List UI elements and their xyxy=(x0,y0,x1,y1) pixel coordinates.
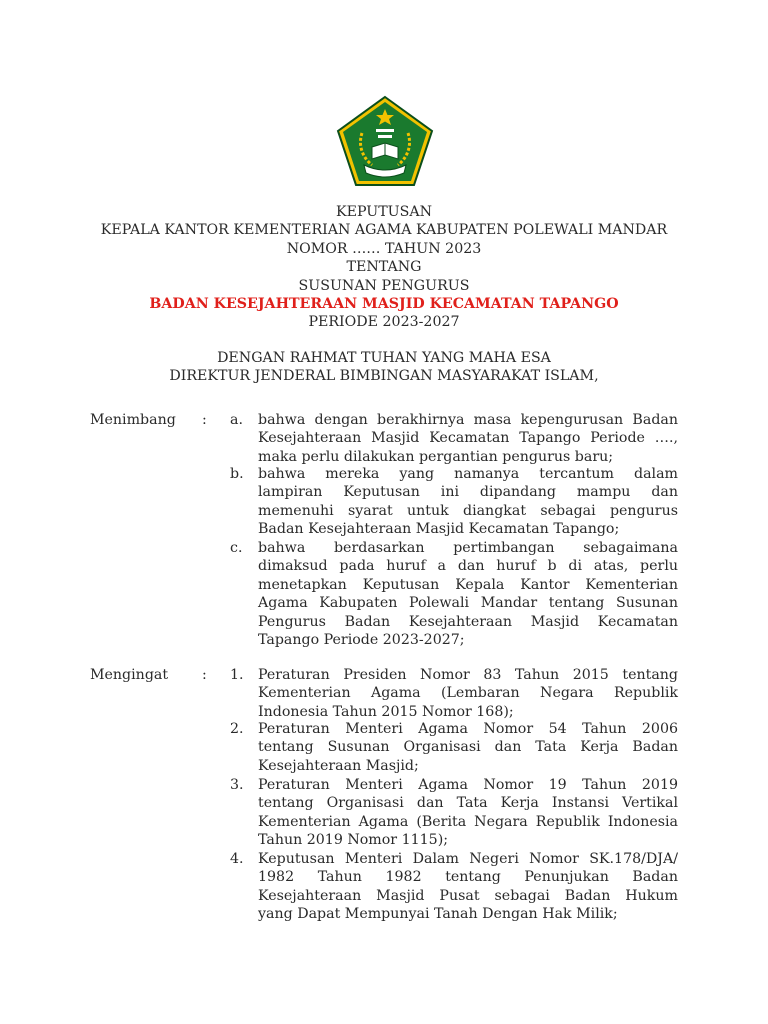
kemenag-emblem-icon xyxy=(336,95,434,187)
menimbang-item-line: Pengurus Badan Kesejahteraan Masjid Kecamatan xyxy=(258,613,678,630)
menimbang-item-text xyxy=(258,465,678,539)
mengingat-item-marker: 2. xyxy=(230,721,244,737)
menimbang-item-line: bahwa berdasarkan pertimbangan sebagaimana xyxy=(258,540,678,556)
mengingat-item-line: Kementerian Agama (Berita Negara Republik Indonesia xyxy=(258,813,678,830)
menimbang-item-line: bahwa mereka yang namanya tercantum dalam xyxy=(258,466,678,482)
mengingat-item-text xyxy=(258,850,678,924)
mengingat-item-line: Tahun 2019 Nomor 1115); xyxy=(258,832,449,849)
menimbang-item-line: maka perlu dilakukan pergantian pengurus baru; xyxy=(258,448,614,465)
mengingat-item-line: tentang Susunan Organisasi dan Tata Kerja Badan xyxy=(258,739,678,756)
mengingat-item-line: 1982 Tahun 1982 tentang Penunjukan Badan xyxy=(258,869,678,886)
menimbang-label: Menimbang xyxy=(90,412,176,428)
mengingat-item-marker: 3. xyxy=(230,777,244,793)
mengingat-item-line: Peraturan Presiden Nomor 83 Tahun 2015 tentang xyxy=(258,667,678,683)
menimbang-colon: : xyxy=(202,412,207,428)
mengingat-item-line: Kementerian Agama (Lembaran Negara Republik xyxy=(258,685,678,702)
menimbang-item-line: menetapkan Keputusan Kepala Kantor Kementerian xyxy=(258,576,678,593)
menimbang-item-line: Kesejahteraan Masjid Kecamatan Tapango Periode …., xyxy=(258,430,678,447)
decree-title-block xyxy=(0,203,768,332)
mengingat-item-line: Indonesia Tahun 2015 Nomor 168); xyxy=(258,703,514,720)
decree-intro xyxy=(0,349,768,386)
mengingat-item-line: Kesejahteraan Masjid; xyxy=(258,757,419,774)
menimbang-item-line: bahwa dengan berakhirnya masa kepengurusan Badan xyxy=(258,412,678,428)
intro-line-1: DENGAN RAHMAT TUHAN YANG MAHA ESA xyxy=(217,350,551,366)
menimbang-item-line: memenuhi syarat untuk diangkat sebagai pengurus xyxy=(258,502,678,519)
menimbang-item-line: Agama Kabupaten Polewali Mandar tentang Susunan xyxy=(258,595,678,612)
mengingat-item-text xyxy=(258,666,678,721)
mengingat-item-marker: 1. xyxy=(230,667,244,683)
decree-issuer: KEPALA KANTOR KEMENTERIAN AGAMA KABUPATEN POLEWALI MANDAR xyxy=(100,222,668,239)
mengingat-item-marker: 4. xyxy=(230,851,244,867)
decree-number: NOMOR …… TAHUN 2023 xyxy=(286,240,482,257)
menimbang-item-marker: a. xyxy=(230,412,243,428)
mengingat-item-line: tentang Organisasi dan Tata Kerja Instansi Vertikal xyxy=(258,795,678,812)
menimbang-item-line: lampiran Keputusan ini dipandang mampu dan xyxy=(258,484,678,501)
menimbang-item-text xyxy=(258,411,678,466)
mengingat-item-line: Keputusan Menteri Dalam Negeri Nomor SK.178/DJA/ xyxy=(258,851,678,867)
mengingat-item-line: Kesejahteraan Masjid Pusat sebagai Badan Hukum xyxy=(258,887,678,904)
decree-body-name: BADAN KESEJAHTERAAN MASJID KECAMATAN TAPANGO xyxy=(149,296,619,313)
mengingat-item-line: yang Dapat Mempunyai Tanah Dengan Hak Milik; xyxy=(258,906,618,923)
decree-period: PERIODE 2023-2027 xyxy=(308,314,460,331)
mengingat-item-line: Peraturan Menteri Agama Nomor 19 Tahun 2019 xyxy=(258,777,678,793)
mengingat-item-text xyxy=(258,720,678,775)
menimbang-item-line: dimaksud pada huruf a dan huruf b di atas, perlu xyxy=(258,558,678,575)
decree-title: KEPUTUSAN xyxy=(335,204,432,220)
menimbang-item-marker: c. xyxy=(230,540,243,556)
menimbang-item-line: Tapango Periode 2023-2027; xyxy=(258,632,465,649)
menimbang-item-line: Badan Kesejahteraan Masjid Kecamatan Tapango; xyxy=(258,521,620,538)
mengingat-label: Mengingat xyxy=(90,667,169,683)
kemenag-logo xyxy=(336,95,434,187)
intro-line-2: DIREKTUR JENDERAL BIMBINGAN MASYARAKAT ISLAM, xyxy=(169,368,599,385)
decree-subject: SUSUNAN PENGURUS xyxy=(298,277,470,294)
decree-about: TENTANG xyxy=(346,259,422,276)
menimbang-item-marker: b. xyxy=(230,466,244,482)
mengingat-item-text xyxy=(258,776,678,850)
menimbang-item-text xyxy=(258,539,678,649)
mengingat-colon: : xyxy=(202,667,207,683)
mengingat-item-line: Peraturan Menteri Agama Nomor 54 Tahun 2006 xyxy=(258,721,678,737)
